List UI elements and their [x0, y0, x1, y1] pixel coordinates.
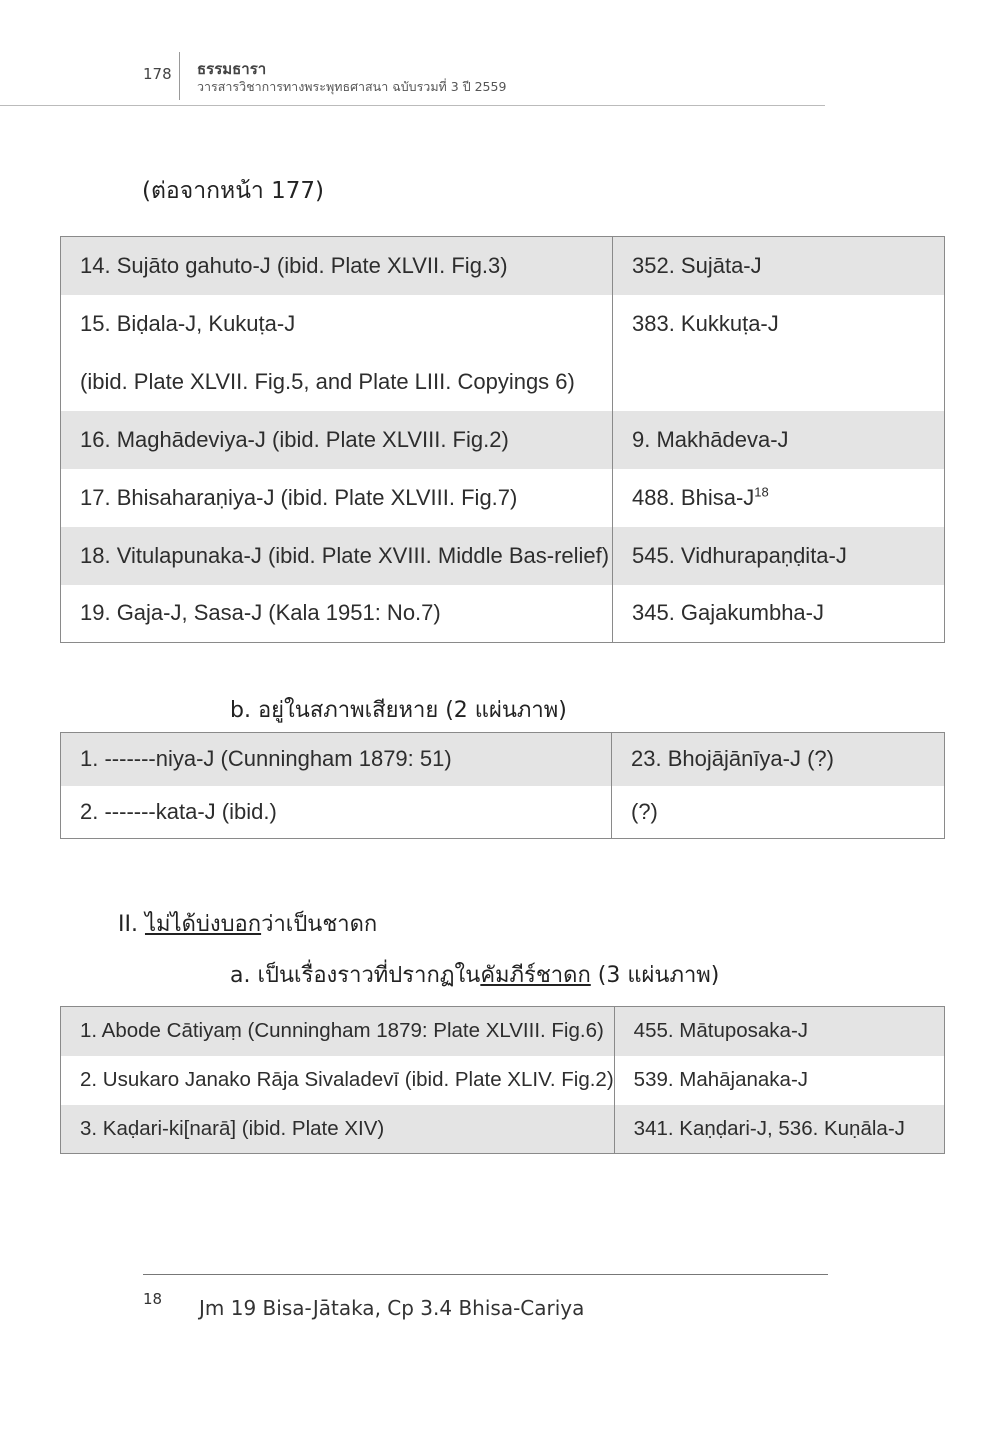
table-row — [61, 469, 945, 527]
table-cell-left: 15. Biḍala-J, Kukuṭa-J — [80, 310, 296, 336]
table-cell-left: 1. Abode Cātiyaṃ (Cunningham 1879: Plate XLVIII. Fig.6) — [61, 1007, 615, 1056]
table-row — [61, 1056, 945, 1105]
table-row — [61, 295, 945, 353]
cell-text: 488. Bhisa-J — [632, 484, 755, 510]
page-header — [0, 0, 1000, 110]
heading-prefix: II. — [118, 912, 145, 937]
footnote-text: Jm 19 Bisa-Jātaka, Cp 3.4 Bhisa-Cariya — [199, 1296, 585, 1320]
table-cell-right: 341. Kaṇḍari-J, 536. Kuṇāla-J — [614, 1105, 944, 1154]
table-cell-right: 352. Sujāta-J — [613, 237, 945, 295]
page-number: 178 — [143, 65, 172, 83]
table-row — [61, 786, 945, 839]
table-cell-right — [613, 469, 945, 527]
table-row — [61, 527, 945, 585]
footnote-reference[interactable]: 18 — [754, 484, 769, 500]
table-row — [61, 733, 945, 786]
table-cell-right: 539. Mahājanaka-J — [614, 1056, 944, 1105]
table-cell-left: 19. Gaja-J, Sasa-J (Kala 1951: No.7) — [80, 600, 441, 626]
header-rule — [0, 105, 825, 106]
table-cell-left: 14. Sujāto gahuto-J (ibid. Plate XLVII. Fig.3) — [61, 237, 613, 295]
table-cell-left: 3. Kaḍari-ki[narā] (ibid. Plate XIV) — [61, 1105, 615, 1154]
heading-prefix: a. เป็นเรื่องราวที่ปรากฏใน — [230, 963, 481, 988]
table-cell-right: 383. Kukkuṭa-J — [613, 295, 945, 353]
table-cell-right: (?) — [612, 786, 945, 839]
continuation-note: (ต่อจากหน้า 177) — [142, 178, 325, 204]
table-row — [61, 353, 945, 411]
table-row — [61, 585, 945, 643]
heading-underlined: ไม่ได้บ่งบอก — [144, 912, 262, 937]
table-cell-left: 17. Bhisaharaṇiya-J (ibid. Plate XLVIII. Fig.7) — [80, 484, 518, 510]
table-cell-left: (ibid. Plate XLVII. Fig.5, and Plate LIII. Copyings 6) — [80, 368, 575, 394]
table-cell-right: 9. Makhādeva-J — [613, 411, 945, 469]
heading-suffix: ว่าเป็นชาดก — [261, 912, 378, 937]
jataka-table-damaged — [60, 732, 945, 839]
table-row — [61, 411, 945, 469]
footnote-divider — [143, 1274, 828, 1275]
table-cell-left: 1. -------niya-J (Cunningham 1879: 51) — [61, 733, 612, 786]
journal-subtitle: วารสารวิชาการทางพระพุทธศาสนา ฉบับรวมที่ 3 ปี 2559 — [197, 79, 507, 94]
table-row — [61, 237, 945, 295]
table-cell-right — [613, 353, 945, 411]
table-cell-right: 23. Bhojājānīya-J (?) — [612, 733, 945, 786]
table-cell-left: 16. Maghādeviya-J (ibid. Plate XLVIII. Fig.2) — [61, 411, 613, 469]
jataka-table-unlabeled — [60, 1006, 945, 1154]
table-row — [61, 1007, 945, 1056]
footnote-number: 18 — [143, 1290, 163, 1308]
table-cell-right: 545. Vidhurapaṇḍita-J — [613, 527, 945, 585]
table-cell-left: 2. Usukaro Janako Rāja Sivaladevī (ibid. Plate XLIV. Fig.2) — [80, 1068, 614, 1091]
table-row — [61, 1105, 945, 1154]
heading-underlined: คัมภีร์ชาดก — [480, 963, 591, 988]
table-cell-right: 455. Mātuposaka-J — [614, 1007, 944, 1056]
section-II-heading — [118, 906, 377, 941]
table-cell-right: 345. Gajakumbha-J — [613, 585, 945, 643]
heading-suffix: (3 แผ่นภาพ) — [590, 963, 720, 988]
section-b-heading: b. อยู่ในสภาพเสียหาย (2 แผ่นภาพ) — [230, 698, 567, 723]
section-a-heading — [230, 957, 719, 992]
journal-title: ธรรมธารา — [197, 60, 267, 78]
table-cell-left: 2. -------kata-J (ibid.) — [80, 798, 277, 824]
header-divider — [179, 52, 180, 100]
table-cell-left: 18. Vitulapunaka-J (ibid. Plate XVIII. Middle Bas-relief) — [61, 527, 613, 585]
jataka-table-identified — [60, 236, 945, 643]
